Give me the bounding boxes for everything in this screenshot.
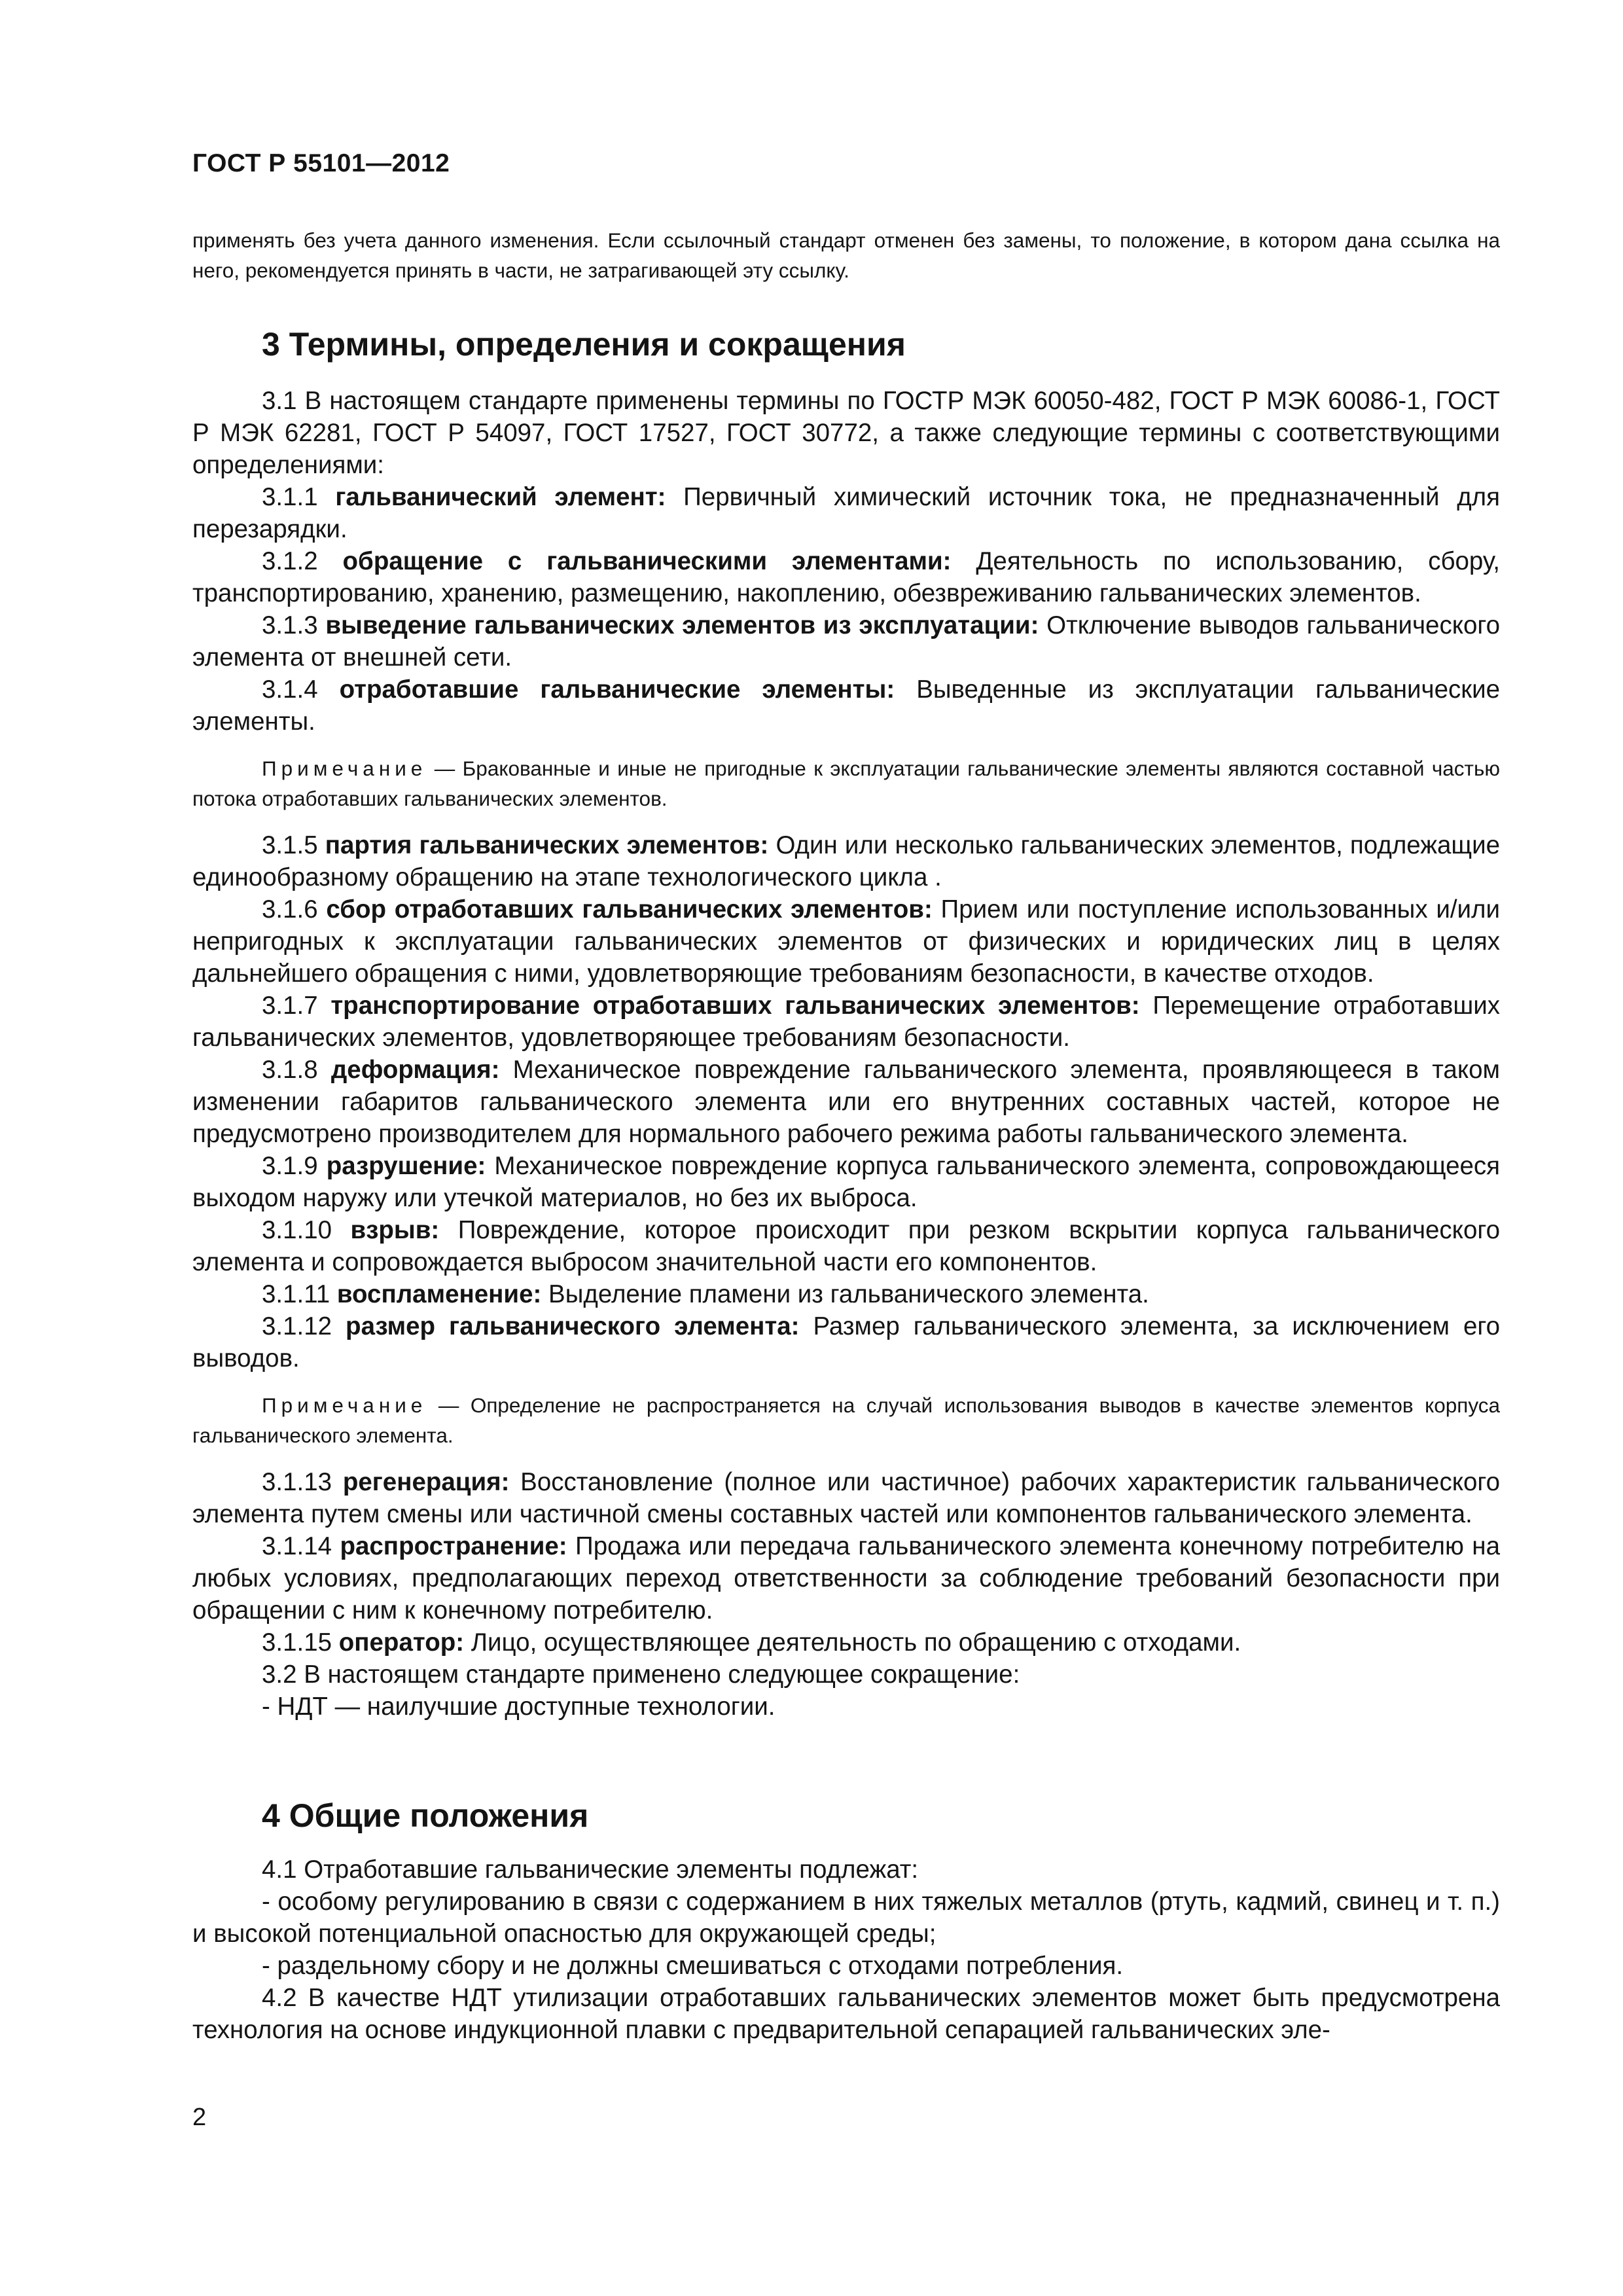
term-3-1-11 bbox=[192, 1278, 1500, 1310]
page-number: 2 bbox=[192, 2104, 207, 2131]
term-number: 3.1.3 bbox=[262, 611, 326, 639]
section-3-heading: 3 Термины, определения и сокращения bbox=[262, 326, 906, 363]
term-name: размер гальванического элемента: bbox=[346, 1312, 800, 1340]
term-definition: Один или несколько гальванических элементов, подлежащие единообразному обращению на этапе технологического цикла . bbox=[192, 831, 1501, 891]
list-item-regulation: - особому регулированию в связи с содержанием в них тяжелых металлов (ртуть, кадмий, свинец и т. п.) и высокой потенциальной опасностью для окружающей среды; bbox=[192, 1888, 1500, 1948]
note-2 bbox=[192, 1390, 1500, 1450]
note-text: — Бракованные и иные не пригодные к эксплуатации гальванические элементы являются составной частью потока отработавших гальванических элементов. bbox=[192, 757, 1500, 810]
term-name: регенерация: bbox=[342, 1468, 510, 1496]
term-definition: Механическое повреждение гальванического элемента, проявляющееся в таком изменении габаритов гальванического элемента или его внутренних составных частей, которое не предусмотрено производителем для нормального рабочего режима работы гальванического элемента. bbox=[192, 1056, 1500, 1148]
term-3-1-3 bbox=[192, 609, 1500, 673]
section-3-body bbox=[192, 385, 1500, 1723]
term-number: 3.1.5 bbox=[262, 831, 325, 859]
term-definition: Прием или поступление использованных и/или непригодных к эксплуатации гальванических элементов от физических и юридических лиц в целях дальнейшего обращения с ними, удовлетворяющие требованиям безопасности, в качестве отходов. bbox=[192, 895, 1500, 988]
standard-code-header: ГОСТ Р 55101—2012 bbox=[192, 149, 450, 177]
term-name: партия гальванических элементов: bbox=[325, 831, 769, 859]
term-number: 3.1.9 bbox=[262, 1152, 327, 1180]
term-definition: Выделение пламени из гальванического элемента. bbox=[541, 1280, 1149, 1308]
term-definition: Отключение выводов гальванического элемента от внешней сети. bbox=[192, 611, 1501, 672]
term-3-1-12 bbox=[192, 1310, 1500, 1374]
term-name: транспортирование отработавших гальванических элементов: bbox=[330, 992, 1140, 1020]
term-name: сбор отработавших гальванических элементов: bbox=[326, 895, 933, 924]
term-3-1-9 bbox=[192, 1150, 1500, 1214]
term-definition: Продажа или передача гальванического элемента конечному потребителю на любых условиях, предполагающих переход ответственности за соблюдение требований безопасности при обращении с ним к конечному потребителю. bbox=[192, 1532, 1500, 1624]
term-definition: Деятельность по использованию, сбору, транспортированию, хранению, размещению, накоплению, обезвреживанию гальванических элементов. bbox=[192, 547, 1500, 607]
paragraph-3-1: 3.1 В настоящем стандарте применены термины по ГОСТР МЭК 60050-482, ГОСТ Р МЭК 60086-1, ГОСТ Р МЭК 62281, ГОСТ Р 54097, ГОСТ 17527, ГОСТ 30772, а также следующие термины с соответствующими определениями: bbox=[192, 387, 1500, 479]
term-name: обращение с гальваническими элементами: bbox=[342, 547, 952, 575]
term-name: воспламенение: bbox=[336, 1280, 542, 1308]
intro-continuation-text: применять без учета данного изменения. Если ссылочный стандарт отменен без замены, то положение, в котором дана ссылка на него, рекомендуется принять в части, не затрагивающей эту ссылку. bbox=[192, 228, 1500, 282]
term-name: отработавшие гальванические элементы: bbox=[339, 675, 895, 704]
term-name: распространение: bbox=[340, 1532, 567, 1560]
term-definition: Первичный химический источник тока, не предназначенный для перезарядки. bbox=[192, 483, 1500, 543]
term-number: 3.1.13 bbox=[262, 1468, 343, 1496]
section-4-heading: 4 Общие положения bbox=[262, 1797, 589, 1834]
term-definition: Размер гальванического элемента, за исключением его выводов. bbox=[192, 1312, 1500, 1372]
term-number: 3.1.1 bbox=[262, 483, 336, 511]
term-3-1-2 bbox=[192, 545, 1500, 609]
term-number: 3.1.6 bbox=[262, 895, 327, 924]
abbreviation-item: - НДТ — наилучшие доступные технологии. bbox=[262, 1693, 776, 1721]
term-definition: Восстановление (полное или частичное) рабочих характеристик гальванического элемента путем смены или частичной смены составных частей или компонентов гальванического элемента. bbox=[192, 1468, 1500, 1528]
term-definition: Повреждение, которое происходит при резком вскрытии корпуса гальванического элемента и сопровождается выбросом значительной части его компонентов. bbox=[192, 1216, 1500, 1276]
term-name: гальванический элемент: bbox=[335, 483, 666, 511]
term-number: 3.1.14 bbox=[262, 1532, 340, 1560]
section-4-body bbox=[192, 1854, 1500, 2046]
term-definition: Перемещение отработавших гальванических элементов, удовлетворяющее требованиям безопасности. bbox=[192, 992, 1500, 1052]
term-name: разрушение: bbox=[326, 1152, 486, 1180]
term-3-1-5 bbox=[192, 829, 1500, 893]
section-4 bbox=[192, 1796, 1500, 1835]
term-name: деформация: bbox=[330, 1056, 500, 1084]
intro-continuation-block bbox=[192, 225, 1500, 285]
term-definition: Лицо, осуществляющее деятельность по обращению с отходами. bbox=[464, 1628, 1241, 1657]
term-number: 3.1.12 bbox=[262, 1312, 346, 1340]
term-number: 3.1.4 bbox=[262, 675, 340, 704]
term-definition: Механическое повреждение корпуса гальванического элемента, сопровождающееся выходом наружу или утечкой материалов, но без их выброса. bbox=[192, 1152, 1500, 1212]
term-name: выведение гальванических элементов из эксплуатации: bbox=[325, 611, 1039, 639]
term-number: 3.1.7 bbox=[262, 992, 331, 1020]
term-number: 3.1.15 bbox=[262, 1628, 339, 1657]
paragraph-3-2: 3.2 В настоящем стандарте применено следующее сокращение: bbox=[262, 1660, 1020, 1689]
note-text: — Определение не распространяется на случай использования выводов в качестве элементов корпуса гальванического элемента. bbox=[192, 1393, 1500, 1447]
term-number: 3.1.10 bbox=[262, 1216, 351, 1244]
term-3-1-1 bbox=[192, 481, 1500, 545]
term-3-1-8 bbox=[192, 1054, 1500, 1150]
note-label: Примечание bbox=[262, 757, 427, 780]
term-name: оператор: bbox=[338, 1628, 465, 1657]
term-number: 3.1.11 bbox=[262, 1280, 337, 1308]
paragraph-4-2: 4.2 В качестве НДТ утилизации отработавших гальванических элементов может быть предусмотрена технология на основе индукционной плавки с предварительной сепарацией гальванических эле- bbox=[192, 1984, 1500, 2044]
term-3-1-10 bbox=[192, 1214, 1500, 1278]
note-label: Примечание bbox=[262, 1393, 427, 1417]
term-3-1-13 bbox=[192, 1466, 1500, 1530]
note-1 bbox=[192, 753, 1500, 814]
term-3-1-14 bbox=[192, 1530, 1500, 1626]
term-3-1-6 bbox=[192, 893, 1500, 990]
list-item-separate-collection: - раздельному сбору и не должны смешиваться с отходами потребления. bbox=[262, 1952, 1124, 1980]
term-number: 3.1.8 bbox=[262, 1056, 331, 1084]
term-definition: Выведенные из эксплуатации гальванические элементы. bbox=[192, 675, 1500, 736]
term-name: взрыв: bbox=[350, 1216, 440, 1244]
term-3-1-4 bbox=[192, 673, 1500, 738]
paragraph-4-1: 4.1 Отработавшие гальванические элементы подлежат: bbox=[262, 1856, 919, 1884]
section-3 bbox=[192, 325, 1500, 364]
term-3-1-7 bbox=[192, 990, 1500, 1054]
term-3-1-15 bbox=[192, 1626, 1500, 1659]
term-number: 3.1.2 bbox=[262, 547, 343, 575]
